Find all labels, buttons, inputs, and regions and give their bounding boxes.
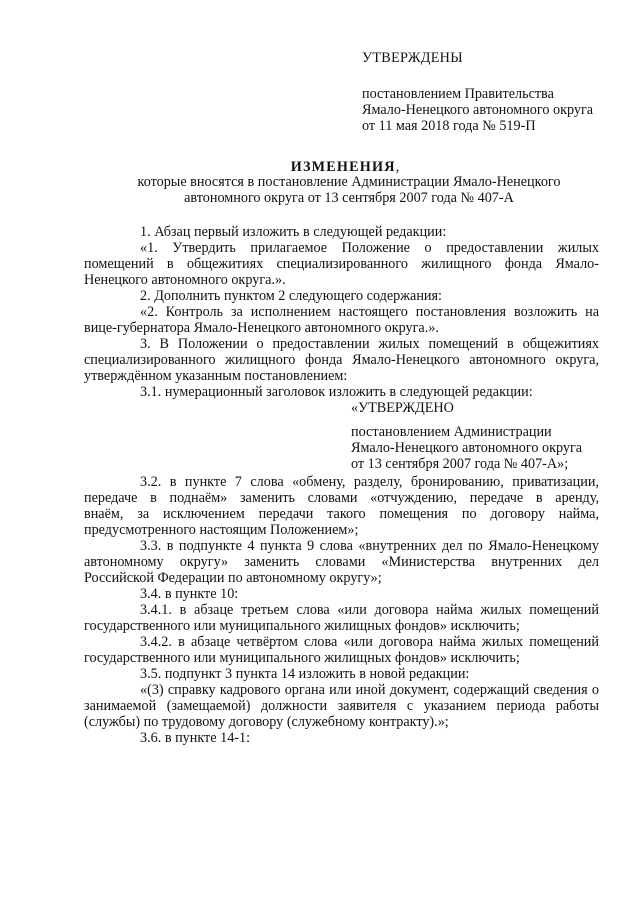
- para-3-5-quote-line-3: (службы) по трудовому договору (служебному контракту).»;: [84, 714, 449, 730]
- para-1-quote-line-3: Ненецкого автономного округа.».: [84, 272, 286, 288]
- para-2-quote-line-2: вице-губернатора Ямало-Ненецкого автономного округа.».: [84, 320, 439, 336]
- para-3-6: 3.6. в пункте 14-1:: [140, 730, 251, 746]
- approval-line-1: постановлением Правительства: [362, 86, 554, 102]
- para-3-2-line-4: предусмотренного настоящим Положением»;: [84, 522, 359, 538]
- para-3-5-quote-line-1: «(3) справку кадрового органа или иной документ, содержащий сведения о: [140, 682, 599, 698]
- approval-line-3: от 11 мая 2018 года № 519-П: [362, 118, 536, 134]
- para-1: 1. Абзац первый изложить в следующей редакции:: [140, 224, 447, 240]
- inner-approval-line-1: постановлением Администрации: [351, 424, 552, 440]
- para-3-3-line-1: 3.3. в подпункте 4 пункта 9 слова «внутренних дел по Ямало-Ненецкому: [140, 538, 599, 554]
- heading-comma: ,: [395, 159, 400, 175]
- para-3-line-1: 3. В Положении о предоставлении жилых помещений в общежитиях: [140, 336, 599, 352]
- para-3-line-3: утверждённом указанным постановлением:: [84, 368, 348, 384]
- inner-approval-line-3: от 13 сентября 2007 года № 407-А»;: [351, 456, 569, 472]
- para-3-2-line-1: 3.2. в пункте 7 слова «обмену, разделу, бронированию, приватизации,: [140, 474, 599, 490]
- para-2-quote-line-1: «2. Контроль за исполнением настоящего постановления возложить на: [140, 304, 599, 320]
- heading-subtitle-1: которые вносятся в постановление Администрации Ямало-Ненецкого: [137, 174, 561, 190]
- para-3-line-2: специализированного жилищного фонда Ямало-Ненецкого автономного округа,: [84, 352, 599, 368]
- para-3-5-quote-line-2: занимаемой (замещаемой) должности заявителя с указанием периода работы: [84, 698, 599, 714]
- para-3-4-1-line-1: 3.4.1. в абзаце третьем слова «или договора найма жилых помещений: [140, 602, 599, 618]
- para-3-4-2-line-1: 3.4.2. в абзаце четвёртом слова «или договора найма жилых помещений: [140, 634, 599, 650]
- para-3-4-1-line-2: государственного или муниципального жилищных фондов» исключить;: [84, 618, 520, 634]
- para-3-4: 3.4. в пункте 10:: [140, 586, 239, 602]
- inner-approval-line-2: Ямало-Ненецкого автономного округа: [351, 440, 583, 456]
- para-2: 2. Дополнить пунктом 2 следующего содержания:: [140, 288, 442, 304]
- para-3-3-line-3: Российской Федерации по автономному округу»;: [84, 570, 382, 586]
- para-3-1: 3.1. нумерационный заголовок изложить в следующей редакции:: [140, 384, 533, 400]
- approval-title: УТВЕРЖДЕНЫ: [362, 50, 463, 66]
- para-3-4-2-line-2: государственного или муниципального жилищных фондов» исключить;: [84, 650, 520, 666]
- inner-approval-title: «УТВЕРЖДЕНО: [351, 400, 454, 416]
- para-3-5: 3.5. подпункт 3 пункта 14 изложить в новой редакции:: [140, 666, 470, 682]
- heading-subtitle-2: автономного округа от 13 сентября 2007 года № 407-А: [184, 190, 514, 206]
- para-3-3-line-2: автономному округу» заменить словами «Министерства внутренних дел: [84, 554, 599, 570]
- approval-line-2: Ямало-Ненецкого автономного округа: [362, 102, 594, 118]
- para-1-quote-line-1: «1. Утвердить прилагаемое Положение о предоставлении жилых: [140, 240, 599, 256]
- para-1-quote-line-2: помещений в общежитиях специализированного жилищного фонда Ямало-: [84, 256, 599, 272]
- heading-title: ИЗМЕНЕНИЯ: [290, 159, 396, 175]
- para-3-2-line-3: внаём, за исключением передачи такого помещения по договору найма,: [84, 506, 599, 522]
- para-3-2-line-2: передаче в поднаём» заменить словами «отчуждению, передаче в аренду,: [84, 490, 599, 506]
